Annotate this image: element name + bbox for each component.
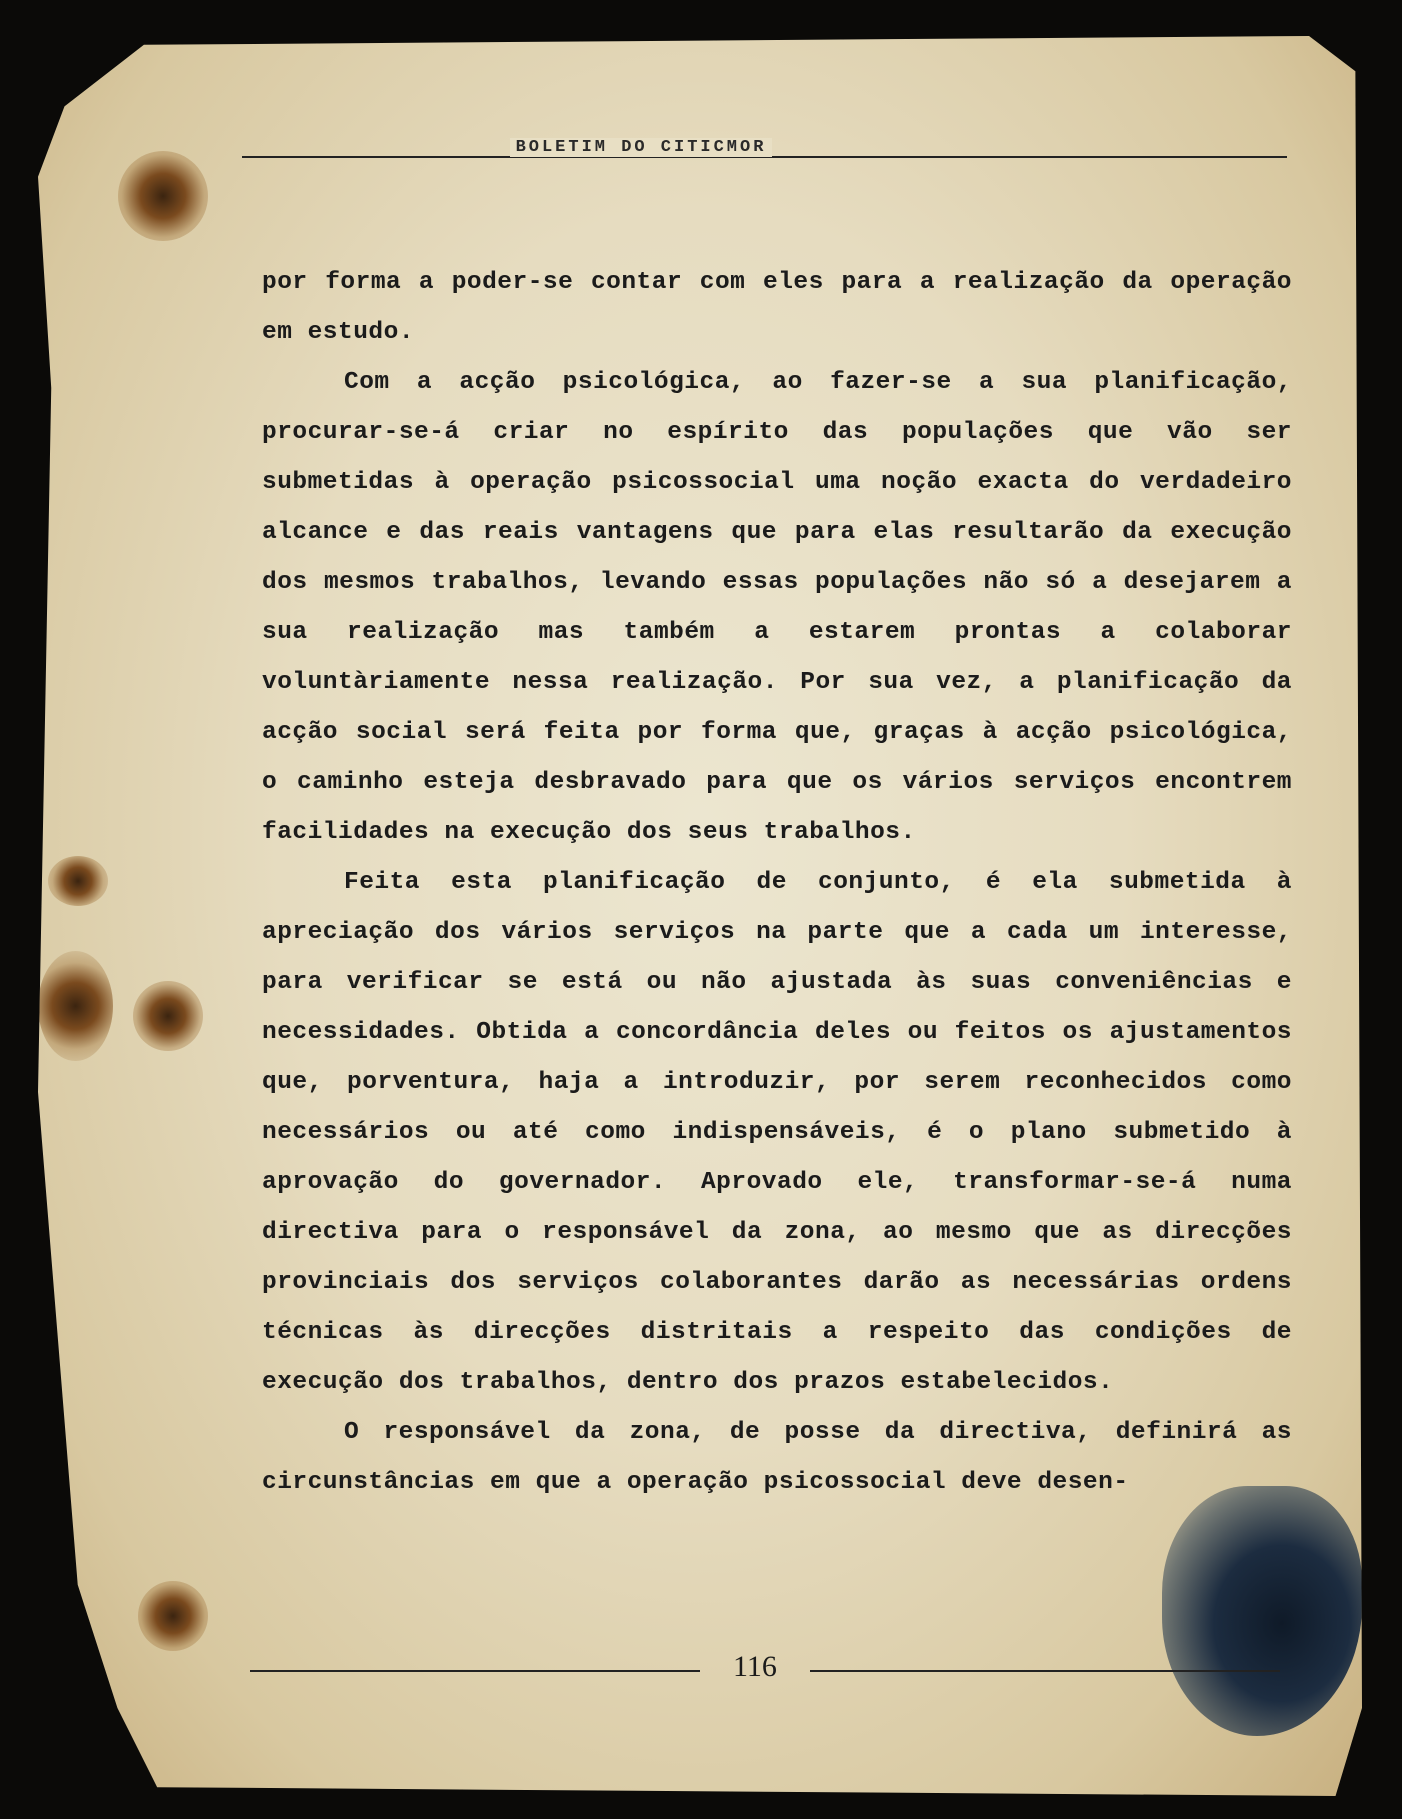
- page-number: 116: [733, 1650, 777, 1683]
- rust-stain: [138, 1581, 208, 1651]
- paragraph: por forma a poder-se contar com eles para a realização da operação em estudo.: [262, 269, 1292, 346]
- body-text: [262, 258, 1292, 1508]
- paragraph: Feita esta planificação de conjunto, é ela submetida à apreciação dos vários serviços na parte que a cada um interesse, para verificar se está ou não ajustada às suas conveniências e necessidades. Obtida a concordância deles ou feitos os ajustamentos que, porventura, haja a introduzir, por serem reconhecidos como necessários ou até como indispensáveis, é o plano submetido à aprovação do governador. Aprovado ele, transformar-se-á numa directiva para o responsável da zona, ao mesmo que as direcções provinciais dos serviços colaborantes darão as necessárias ordens técnicas às direcções distritais a respeito das condições de execução dos trabalhos, dentro dos prazos estabelecidos.: [262, 869, 1292, 1396]
- footer-rule-left: [250, 1670, 700, 1672]
- footer-rule-right: [810, 1670, 1280, 1672]
- paragraph: Com a acção psicológica, ao fazer-se a sua planificação, procurar-se-á criar no espírito das populações que vão ser submetidas à operação psicossocial uma noção exacta do verdadeiro alcance e das reais vantagens que para elas resultarão da execução dos mesmos trabalhos, levando essas populações não só a desejarem a sua realização mas também a estarem prontas a colaborar voluntàriamente nessa realização. Por sua vez, a planificação da acção social será feita por forma que, graças à acção psicológica, o caminho esteja desbravado para que os vários serviços encontrem facilidades na execução dos seus trabalhos.: [262, 369, 1292, 846]
- running-header: [0, 138, 1402, 157]
- rust-stain: [133, 981, 203, 1051]
- ink-stain: [1162, 1486, 1362, 1736]
- rust-stain: [38, 951, 113, 1061]
- paragraph: O responsável da zona, de posse da directiva, definirá as circunstâncias em que a operação psicossocial deve desen-: [262, 1419, 1292, 1496]
- rust-stain: [118, 151, 208, 241]
- rust-stain: [48, 856, 108, 906]
- header-title-text: BOLETIM DO CITICMOR: [510, 138, 773, 157]
